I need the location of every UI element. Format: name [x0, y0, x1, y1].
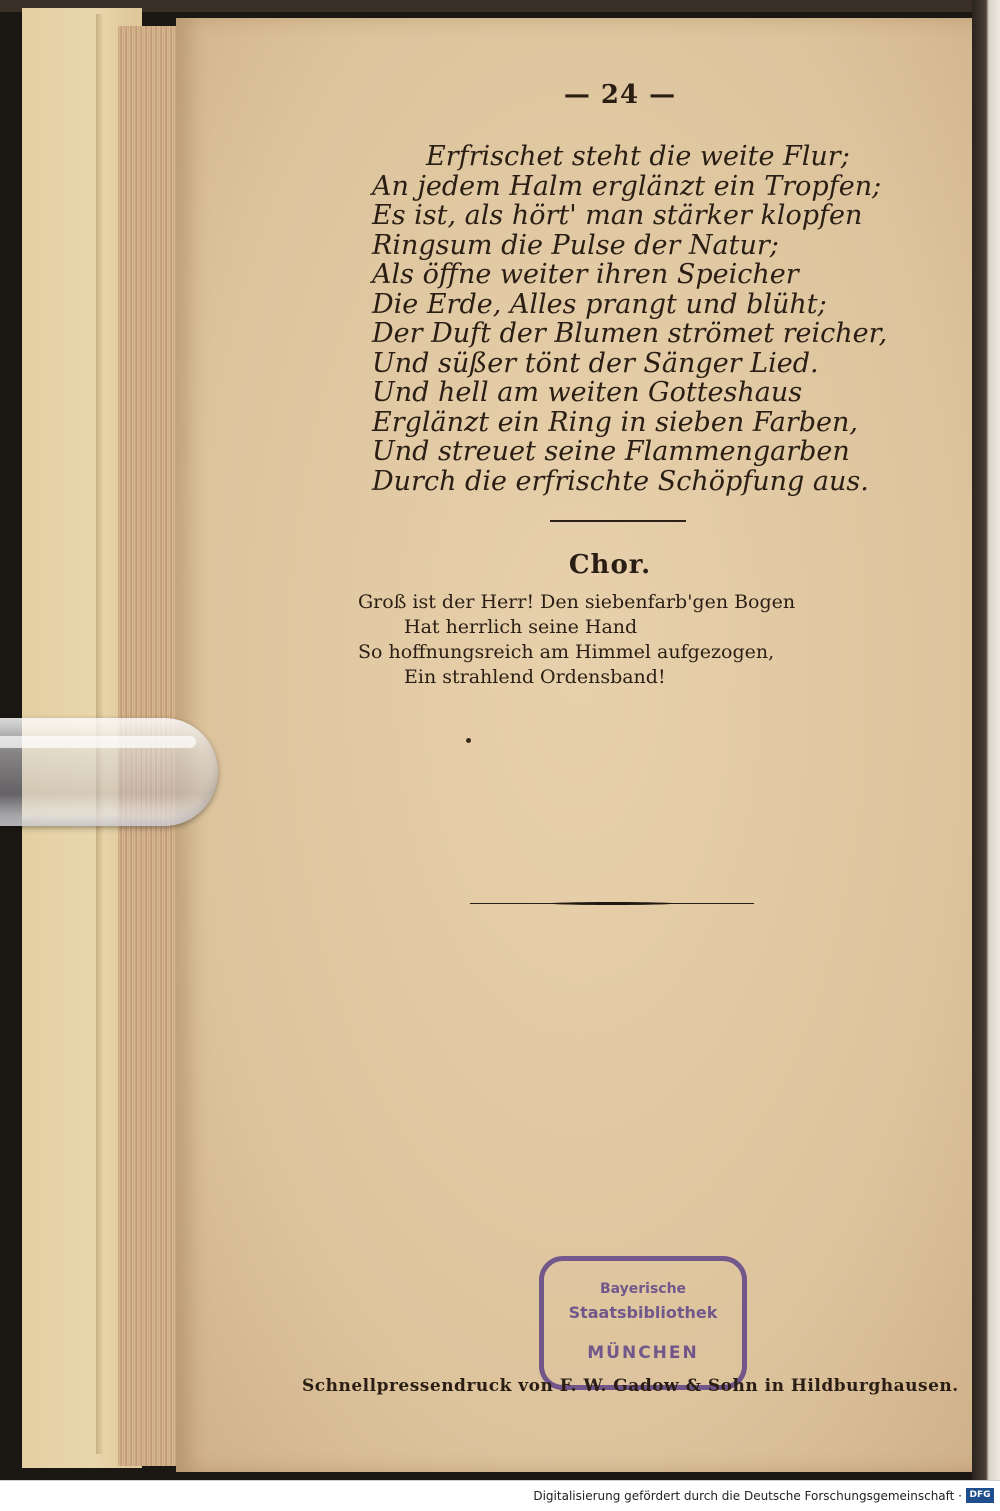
poem-line: Und hell am weiten Gotteshaus: [372, 377, 803, 408]
poem-line: Ringsum die Pulse der Natur;: [372, 229, 779, 261]
chor-heading: Chor.: [568, 550, 652, 580]
page-number: — 24 —: [563, 80, 677, 110]
poem-line: An jedem Halm erglänzt ein Tropfen;: [372, 170, 882, 202]
poem-line: Und streuet seine Flammengarben: [372, 436, 850, 467]
stamp-line: MÜNCHEN: [587, 1343, 699, 1363]
footer-bar: [0, 1480, 1000, 1511]
ink-speck: [466, 738, 471, 743]
library-stamp: [539, 1256, 747, 1390]
chor-verse: [358, 590, 918, 690]
poem-stanza: [372, 142, 932, 496]
poem-line: Durch die erfrischte Schöpfung aus.: [372, 465, 869, 497]
poem-line: Erglänzt ein Ring in sieben Farben,: [372, 406, 858, 438]
funding-credit: Digitalisierung gefördert durch die Deutsche Forschungsgemeinschaft ·: [533, 1489, 962, 1503]
poem-line: Die Erde, Alles prangt und blüht;: [372, 288, 827, 320]
poem-line: Als öffne weiter ihren Speicher: [372, 259, 799, 290]
poem-line: Erfrischet steht die weite Flur;: [426, 141, 850, 172]
chor-line: So hoffnungsreich am Himmel aufgezogen,: [358, 641, 775, 663]
chor-line: Hat herrlich seine Hand: [404, 616, 638, 638]
chor-line: Ein strahlend Ordensband!: [404, 666, 666, 688]
top-shadow: [0, 0, 1000, 12]
poem-line: Und süßer tönt der Sänger Lied.: [372, 347, 819, 379]
stamp-line: Bayerische: [599, 1281, 687, 1297]
poem-line: Es ist, als hört' man stärker klopfen: [372, 200, 863, 231]
scanner-edge: [972, 0, 1000, 1480]
section-divider: [550, 520, 686, 522]
poem-line: Der Duft der Blumen strömet reicher,: [372, 318, 888, 349]
printer-imprint: Schnellpressendruck von F. W. Gadow & Sohn in Hildburghausen.: [302, 1376, 959, 1396]
show-through-ornament-rule: [470, 902, 754, 905]
dfg-logo-icon: DFG: [966, 1488, 994, 1503]
stamp-line: Staatsbibliothek: [568, 1303, 718, 1322]
glass-page-holder: [0, 718, 218, 826]
chor-line: Groß ist der Herr! Den siebenfarb'gen Bogen: [358, 591, 796, 613]
